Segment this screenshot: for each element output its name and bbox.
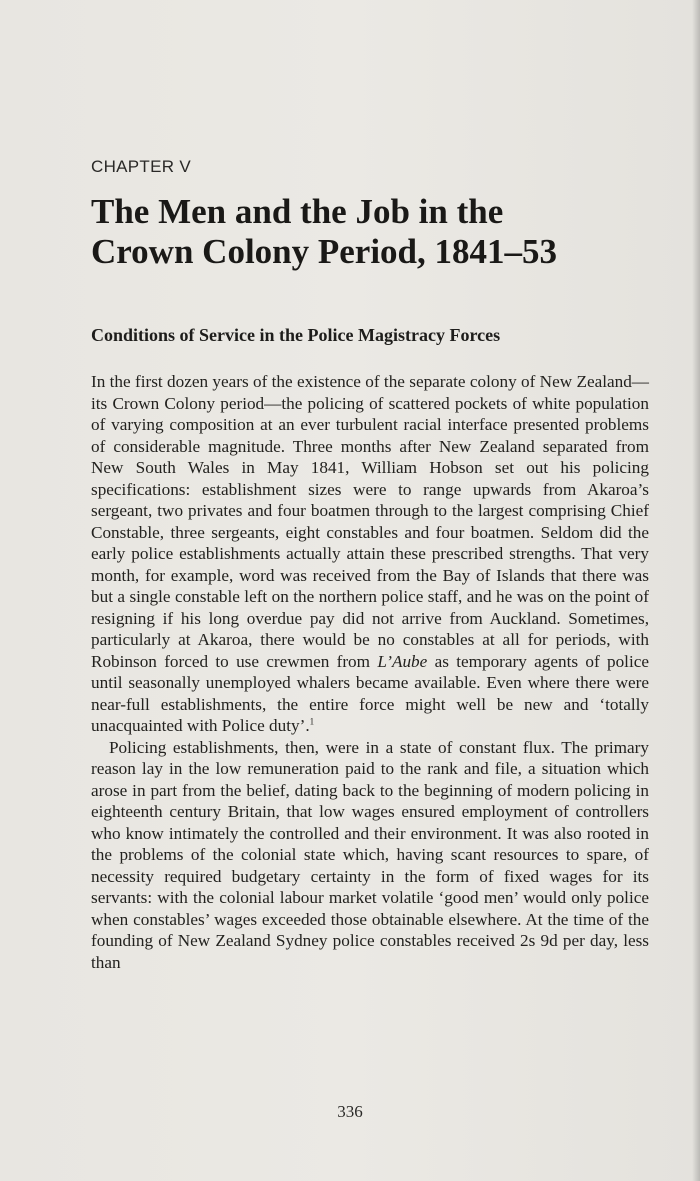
body-text bbox=[91, 371, 649, 973]
paragraph-1-text-b: as temporary agents of police until seasonally unemployed whalers became available. Even where there were near-full establishments, the entire force might well be new and ‘totally unacquainted with Police duty’. bbox=[91, 651, 649, 735]
footnote-marker: 1 bbox=[309, 716, 315, 727]
paragraph-2: Policing establishments, then, were in a state of constant flux. The primary reason lay in the low remuneration paid to the rank and file, a situation which arose in part from the belief, dating back to the beginning of modern policing in eighteenth century Britain, that low wages ensured employment of controllers who know intimately the controlled and their environment. It was also rooted in the problems of the colonial state which, having scant resources to spare, of necessity required budgetary certainty in the form of fixed wages for its servants: with the colonial labour market volatile ‘good men’ would only police when constables’ wages exceeded those obtainable elsewhere. At the time of the founding of New Zealand Sydney police constables received 2s 9d per day, less than bbox=[91, 737, 649, 972]
paragraph-1-text-a: In the first dozen years of the existence of the separate colony of New Zealand—its Crown Colony period—the policing of scattered pockets of white population of varying composition at an ever turbulent racial interface presented problems of considerable magnitude. Three months after New Zealand separated from New South Wales in May 1841, William Hobson set out his policing specifications: establishment sizes were to range upwards from Akaroa’s sergeant, two privates and four boatmen through to the largest comprising Chief Constable, three sergeants, eight constables and four boatmen. Seldom did the early police establishments actually attain these prescribed strengths. That very month, for example, word was received from the Bay of Islands that there was but a single constable left on the northern police staff, and he was on the point of resigning if his long overdue pay did not arrive from Auckland. Sometimes, particularly at Akaroa, there would be no constables at all for periods, with Robinson forced to use crewmen from bbox=[91, 372, 649, 671]
ship-name: L’Aube bbox=[377, 651, 428, 671]
page-gutter-shadow bbox=[692, 0, 700, 1181]
chapter-title bbox=[91, 192, 671, 272]
chapter-title-line-2: Crown Colony Period, 1841–53 bbox=[91, 232, 558, 271]
paragraph-1 bbox=[91, 371, 649, 737]
chapter-label: CHAPTER V bbox=[91, 157, 191, 176]
section-heading: Conditions of Service in the Police Magistracy Forces bbox=[91, 325, 501, 345]
chapter-title-line-1: The Men and the Job in the bbox=[91, 192, 504, 231]
page-number: 336 bbox=[337, 1102, 363, 1121]
